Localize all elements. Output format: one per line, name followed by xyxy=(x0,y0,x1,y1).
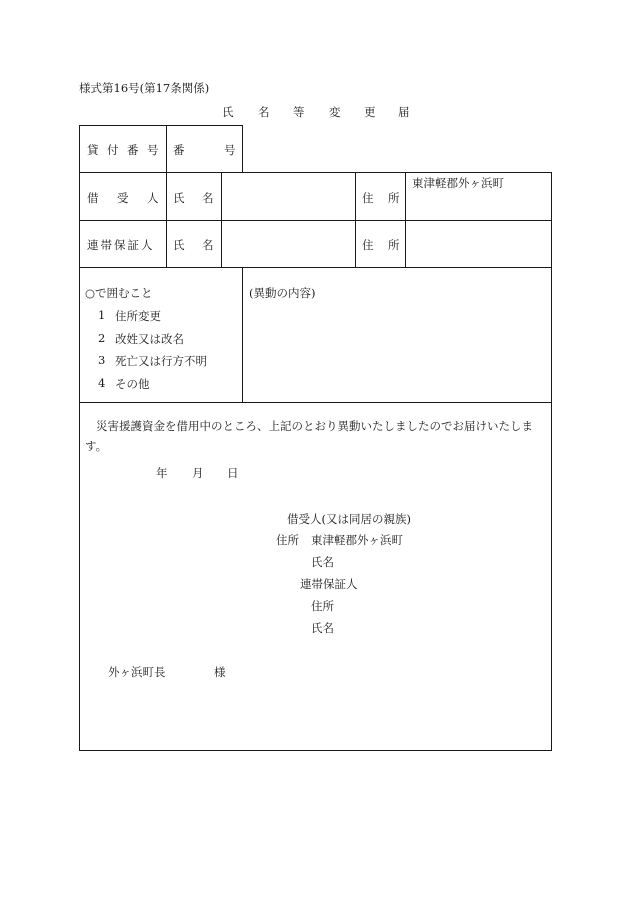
grid-line xyxy=(79,267,552,268)
guarantor-address-label: 住 xyxy=(362,238,374,252)
option-text: その他 xyxy=(115,377,150,391)
option-text: 住所変更 xyxy=(115,309,161,323)
borrower-address-value: 東津軽郡外ヶ浜町 xyxy=(412,176,504,190)
grid-line xyxy=(405,172,406,267)
grid-line xyxy=(79,750,552,751)
loan-number-field-left: 番 xyxy=(173,143,185,157)
grid-line xyxy=(79,125,242,126)
label-char: 番 xyxy=(127,143,139,157)
grid-line xyxy=(242,125,243,172)
loan-number-field-right: 号 xyxy=(224,143,236,157)
borrower-address-label: 住所 xyxy=(276,533,299,547)
label-char: 借 xyxy=(87,191,99,205)
date-day: 日 xyxy=(227,466,239,480)
options-heading: ○で囲むこと xyxy=(85,286,153,300)
option-number: 3 xyxy=(98,353,106,367)
borrower-address-label: 住 xyxy=(362,191,374,205)
grid-line xyxy=(79,402,552,403)
title-char: 届 xyxy=(398,105,410,119)
grid-line xyxy=(551,172,552,751)
grid-line xyxy=(166,125,167,267)
option-text: 死亡又は行方不明 xyxy=(115,354,207,368)
title-char: 氏 xyxy=(222,105,234,119)
grid-line xyxy=(79,125,80,751)
guarantor-name-label: 名 xyxy=(202,238,214,252)
change-details-label: (異動の内容) xyxy=(249,286,316,300)
label-char: 人 xyxy=(147,191,159,205)
option-number: 1 xyxy=(98,308,106,322)
label-char: 付 xyxy=(107,143,119,157)
title-char: 名 xyxy=(258,105,270,119)
guarantor-address-label: 所 xyxy=(388,238,400,252)
option-number: 2 xyxy=(98,331,106,345)
option-number: 4 xyxy=(98,376,106,390)
title-char: 等 xyxy=(293,105,305,119)
guarantor-name-label: 氏 xyxy=(173,238,185,252)
guarantor-address-label: 住所 xyxy=(311,599,334,613)
form-number: 様式第16号(第17条関係) xyxy=(79,81,210,95)
grid-line xyxy=(79,220,552,221)
label-char: 貸 xyxy=(87,143,99,157)
addressee-name: 外ヶ浜町長 xyxy=(108,665,166,679)
grid-line xyxy=(355,172,356,267)
guarantor-heading: 連帯保証人 xyxy=(300,577,358,591)
guarantor-label: 連帯保証人 xyxy=(87,238,155,252)
borrower-name-label: 氏名 xyxy=(311,555,334,569)
grid-line xyxy=(221,172,222,267)
statement-text: 災害援護資金を借用中のところ、上記のとおり異動いたしましたのでお届けいたします。 xyxy=(85,419,533,453)
label-char: 受 xyxy=(117,191,129,205)
title-char: 更 xyxy=(364,105,376,119)
addressee-honorific: 様 xyxy=(214,665,226,679)
borrower-name-label: 名 xyxy=(202,191,214,205)
borrower-address-value: 東津軽郡外ヶ浜町 xyxy=(311,533,403,547)
borrower-address-label: 所 xyxy=(388,191,400,205)
title-char: 変 xyxy=(329,105,341,119)
label-char: 号 xyxy=(147,143,159,157)
grid-line xyxy=(79,172,552,173)
date-month: 月 xyxy=(192,466,204,480)
borrower-name-label: 氏 xyxy=(173,191,185,205)
option-text: 改姓又は改名 xyxy=(115,332,184,346)
grid-line xyxy=(242,267,243,402)
date-year: 年 xyxy=(156,466,168,480)
borrower-heading: 借受人(又は同居の親族) xyxy=(287,512,411,526)
guarantor-name-label: 氏名 xyxy=(311,621,334,635)
